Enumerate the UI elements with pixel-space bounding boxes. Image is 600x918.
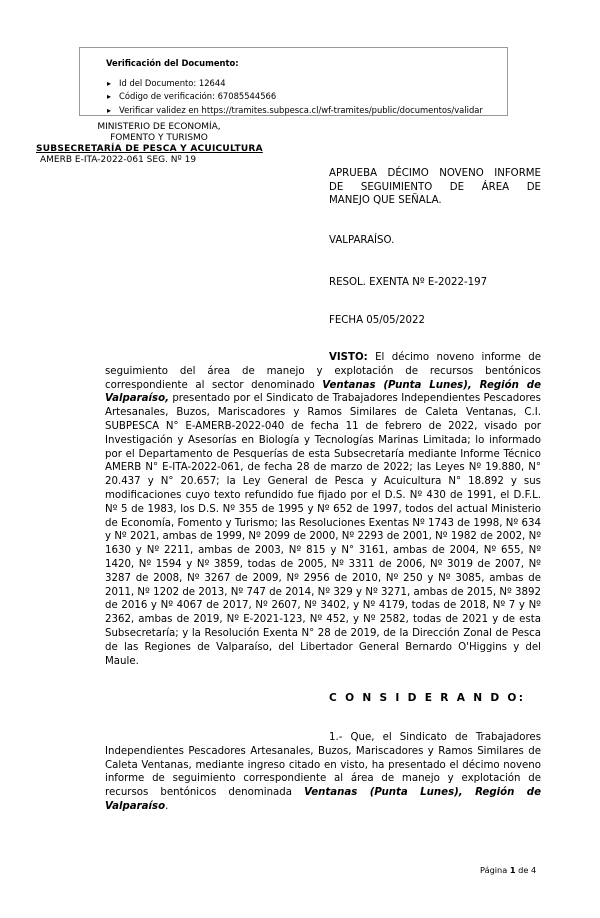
page-number xyxy=(480,865,536,875)
page-prefix: Página xyxy=(480,865,510,875)
visto-text-2: presentado por el Sindicato de Trabajadores Independientes Pescadores Artesanales, Buzos, Mariscadores y Ramos Similares de Caleta Ventanas, C.I. SUBPESCA N° E-AMERB-2022-040 de fecha 11 de febrero de 2022, visado por Investigación y Asesorías en Biología y Tecnologías Marinas Limitada; lo informado por el Departamento de Pesquerías de esta Subsecretaría mediante Informe Técnico AMERB N° E-ITA-2022-061, de fecha 28 de marzo de 2022; las Leyes Nº 19.880, N° 20.437 y N° 20.657; la Ley General de Pesca y Acuicultura N° 18.892 y sus modificaciones cuyo texto refundido fue fijado por el D.S. Nº 430 de 1991, el D.F.L. Nº 5 de 1983, los D.S. Nº 355 de 1995 y Nº 652 de 1997, todos del actual Ministerio de Economía, Fomento y Turismo; las Resoluciones Exentas Nº 1743 de 1998, Nº 634 y Nº 2021, ambas de 1999, Nº 2099 de 2000, Nº 2293 de 2001, Nº 1982 de 2002, Nº 1630 y Nº 2211, ambas de 2003, Nº 815 y N° 3161, ambas de 2004, Nº 655, Nº 1420, Nº 1594 y Nº 3859, todas de 2005, Nº 3311 de 2006, Nº 3019 de 2007, Nº 3287 de 2008, Nº 3267 de 2009, Nº 2956 de 2010, Nº 250 y Nº 3085, ambas de 2011, Nº 1202 de 2013, Nº 747 de 2014, Nº 329 y Nº 3271, ambas de 2015, Nº 3892 de 2016 y Nº 4067 de 2017, Nº 2607, Nº 3402, y Nº 4179, todas de 2018, Nº 7 y Nº 2362, ambas de 2019, Nº E-2021-123, Nº 452, y Nº 2582, todas de 2021 y de esta Subsecretaría; y la Resolución Exenta N° 28 de 2019, de la Dirección Zonal de Pesca de las Regiones de Valparaíso, del Libertador General Bernardo O'Higgins y del Maule. xyxy=(105,393,541,667)
amerb-code: AMERB E-ITA-2022-061 SEG. Nº 19 xyxy=(40,155,197,165)
considerando-heading: C O N S I D E R A N D O: xyxy=(329,692,526,704)
ministry-header xyxy=(36,122,282,166)
verification-url-item[interactable]: ▸ Verificar validez en https://tramites.subpesca.cl/wf-tramites/public/documentos/validar xyxy=(119,104,507,117)
visto-text-1: El décimo noveno informe de seguimiento del área de manejo y explotación de recursos bentónicos correspondiente al sector denominado xyxy=(105,352,541,391)
resolution-date: FECHA 05/05/2022 xyxy=(329,315,425,326)
considerando-item-1-text: 1.- Que, el Sindicato de Trabajadores Independientes Pescadores Artesanales, Buzos, Mariscadores y Ramos Similares de Caleta Ventanas, mediante ingreso citado en visto, ha presentado el décimo noveno informe de seguimiento correspondiente al área de manejo y explotación de recursos bentónicos denominada xyxy=(105,732,541,799)
subsecretaria-name: SUBSECRETARÍA DE PESCA Y ACUICULTURA xyxy=(36,144,263,154)
document-verification-box xyxy=(79,47,508,116)
page-current: 1 xyxy=(509,865,516,875)
considerando-item-1-end: . xyxy=(165,800,169,812)
resolution-number: RESOL. EXENTA Nº E-2022-197 xyxy=(329,277,488,288)
ministry-line-1: MINISTERIO DE ECONOMÍA, xyxy=(97,122,221,132)
considerando-item-1 xyxy=(105,731,541,814)
visto-paragraph xyxy=(105,351,541,668)
resolution-title-line-3: MANEJO QUE SEÑALA. xyxy=(329,195,442,207)
verification-title: Verificación del Documento: xyxy=(106,58,239,68)
visto-label: VISTO: xyxy=(329,352,368,363)
resolution-title-line-1: APRUEBA DÉCIMO NOVENO INFORME xyxy=(329,168,541,179)
page-suffix: de 4 xyxy=(515,865,537,875)
resolution-title-line-2: DE SEGUIMIENTO DE ÁREA DE xyxy=(329,181,541,193)
verification-code-item: ▸ Código de verificación: 67085544566 xyxy=(119,90,507,104)
document-id-item: ▸ Id del Documento: 12644 xyxy=(119,77,507,91)
considerando-item-1-area: Ventanas (Punta Lunes), Región de Valparaíso xyxy=(105,787,541,812)
ministry-line-2: FOMENTO Y TURISMO xyxy=(110,133,208,143)
verification-list xyxy=(106,77,507,117)
resolution-title xyxy=(329,167,541,208)
city: VALPARAÍSO. xyxy=(329,235,395,246)
visto-area-name: Ventanas (Punta Lunes), Región de Valparaíso, xyxy=(105,379,541,405)
